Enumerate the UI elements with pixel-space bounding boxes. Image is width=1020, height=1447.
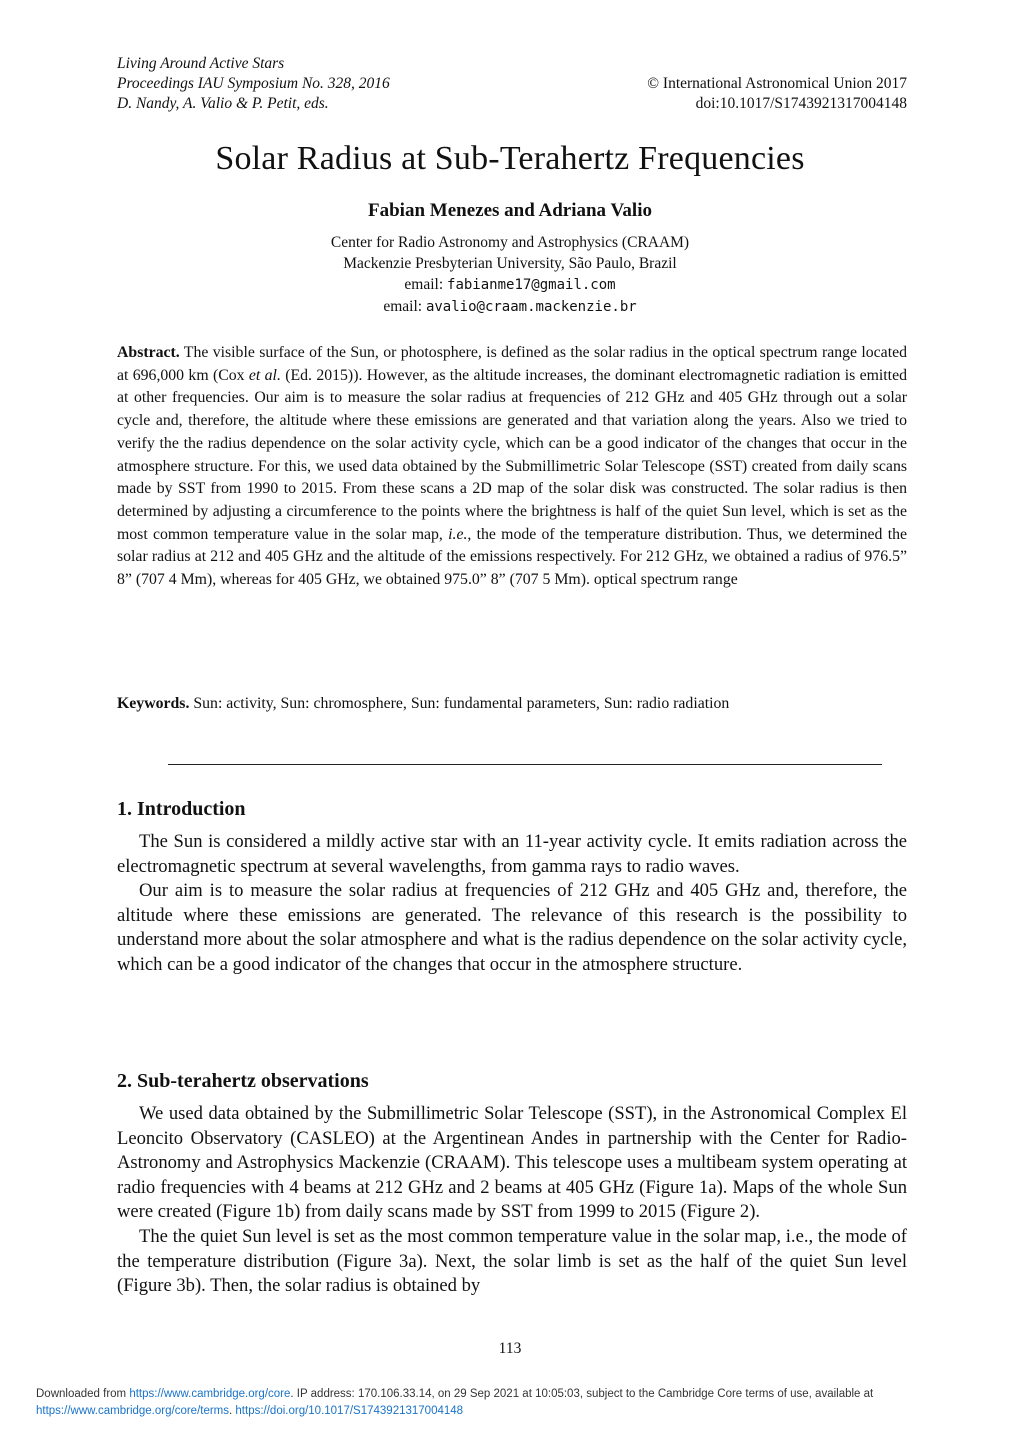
email-line-1 — [0, 274, 1020, 296]
footer-downloaded: Downloaded from — [36, 1388, 130, 1400]
abstract-text-c: , the mode of the temperature distribution. Thus, we determined the solar radius at 212 and 405 GHz and the altitude of the emissions respectively. For 212 GHz, we obtained a radius of 976.5” 8” (707 4 Mm), whereas for 405 GHz, we obtained 975.0” 8” (707 5 Mm). optical spectrum range — [117, 525, 907, 589]
paper-title: Solar Radius at Sub-Terahertz Frequencies — [215, 140, 805, 177]
email-label: email: — [404, 276, 444, 293]
core-link[interactable]: https://www.cambridge.org/core — [129, 1388, 291, 1400]
footer-line-2 — [36, 1403, 996, 1420]
abstract — [117, 342, 907, 592]
email-address-1[interactable]: fabianme17@gmail.com — [447, 277, 616, 293]
email-address-2[interactable]: avalio@craam.mackenzie.br — [425, 299, 637, 315]
paragraph: We used data obtained by the Submillimetric Solar Telescope (SST), in the Astronomical Complex El Leoncito Observatory (CASLEO) at the Argentinean Andes in partnership with the Center for Radio-Astronomy and Astrophysics Mackenzie (CRAAM). This telescope uses a multibeam system operating at radio frequencies with 4 beams at 212 GHz and 2 beams at 405 GHz (Figure 1a). Maps of the whole Sun were created (Figure 1b) from daily scans made by SST from 1999 to 2015 (Figure 2). — [117, 1103, 907, 1223]
section-2-heading: 2. Sub-terahertz observations — [117, 1070, 369, 1092]
affiliation-line-2: Mackenzie Presbyterian University, São Paulo, Brazil — [343, 255, 677, 272]
copyright-line: © International Astronomical Union 2017 — [647, 75, 907, 92]
proceedings-line: Proceedings IAU Symposium No. 328, 2016 — [117, 75, 390, 92]
download-footer — [36, 1386, 996, 1420]
paragraph: The Sun is considered a mildly active star with an 11-year activity cycle. It emits radiation across the electromagnetic spectrum at several wavelengths, from gamma rays to radio waves. — [117, 831, 907, 877]
abstract-label: Abstract. — [117, 344, 180, 361]
paragraph: Our aim is to measure the solar radius at frequencies of 212 GHz and 405 GHz and, therefore, the altitude where these emissions are generated. The relevance of this research is the possibility to understand more about the solar atmosphere and what is the radius dependence on the solar activity cycle, which can be a good indicator of the changes that occur in the atmosphere structure. — [117, 880, 907, 975]
affiliation-block — [0, 232, 1020, 318]
section-1-body — [117, 830, 907, 978]
abstract-text-b: (Ed. 2015)). However, as the altitude increases, the dominant electromagnetic radiation is emitted at other frequencies. Our aim is to measure the solar radius at frequencies of 212 GHz and 405 GHz through out a solar cycle and, therefore, the altitude where these emissions are generated and that variation along the years. Also we tried to verify the the radius dependence on the solar activity cycle, which can be a good indicator of the changes that occur in the atmosphere structure. For this, we used data obtained by the Submillimetric Solar Telescope (SST) created from daily scans made by SST from 1990 to 2015. From these scans a 2D map of the solar disk was constructed. The solar radius is then determined by adjusting a circumference to the points where the brightness is half of the quiet Sun level, which is set as the most common temperature value in the solar map, — [117, 366, 907, 543]
footer-line-1 — [36, 1386, 996, 1403]
section-2-body — [117, 1102, 907, 1299]
email-line-2 — [0, 296, 1020, 318]
affiliation-line-1: Center for Radio Astronomy and Astrophysics (CRAAM) — [330, 234, 690, 251]
editors-line: D. Nandy, A. Valio & P. Petit, eds. — [117, 95, 329, 112]
keywords-label: Keywords. — [117, 695, 190, 712]
abstract-text-a: The visible surface of the Sun, or photosphere, is defined as the solar radius in the optical spectrum range located at 696,000 km (Cox — [117, 344, 907, 384]
abstract-etal: et al. — [248, 366, 281, 384]
paragraph: The the quiet Sun level is set as the most common temperature value in the solar map, i.e., the mode of the temperature distribution (Figure 3a). Next, the solar limb is set as the half of the quiet Sun level (Figure 3b). Then, the solar radius is obtained by — [117, 1225, 907, 1297]
doi-link[interactable]: https://doi.org/10.1017/S1743921317004148 — [235, 1405, 464, 1417]
footer-ip-text: . IP address: 170.106.33.14, on 29 Sep 2021 at 10:05:03, subject to the Cambridge Core terms of use, available at — [290, 1388, 874, 1400]
keywords — [117, 693, 907, 716]
keywords-text: Sun: activity, Sun: chromosphere, Sun: fundamental parameters, Sun: radio radiation — [189, 695, 730, 712]
doi-line: doi:10.1017/S1743921317004148 — [695, 95, 907, 112]
footer-separator: . — [229, 1405, 236, 1417]
abstract-ie: i.e. — [448, 525, 468, 543]
header-left — [117, 54, 390, 114]
page-number: 113 — [498, 1340, 522, 1357]
author-list: Fabian Menezes and Adriana Valio — [368, 200, 652, 221]
header-right — [647, 74, 907, 114]
section-divider — [168, 764, 882, 765]
email-label: email: — [383, 298, 423, 315]
terms-link[interactable]: https://www.cambridge.org/core/terms — [36, 1405, 230, 1417]
series-name: Living Around Active Stars — [117, 55, 285, 72]
section-1-heading: 1. Introduction — [117, 798, 246, 820]
